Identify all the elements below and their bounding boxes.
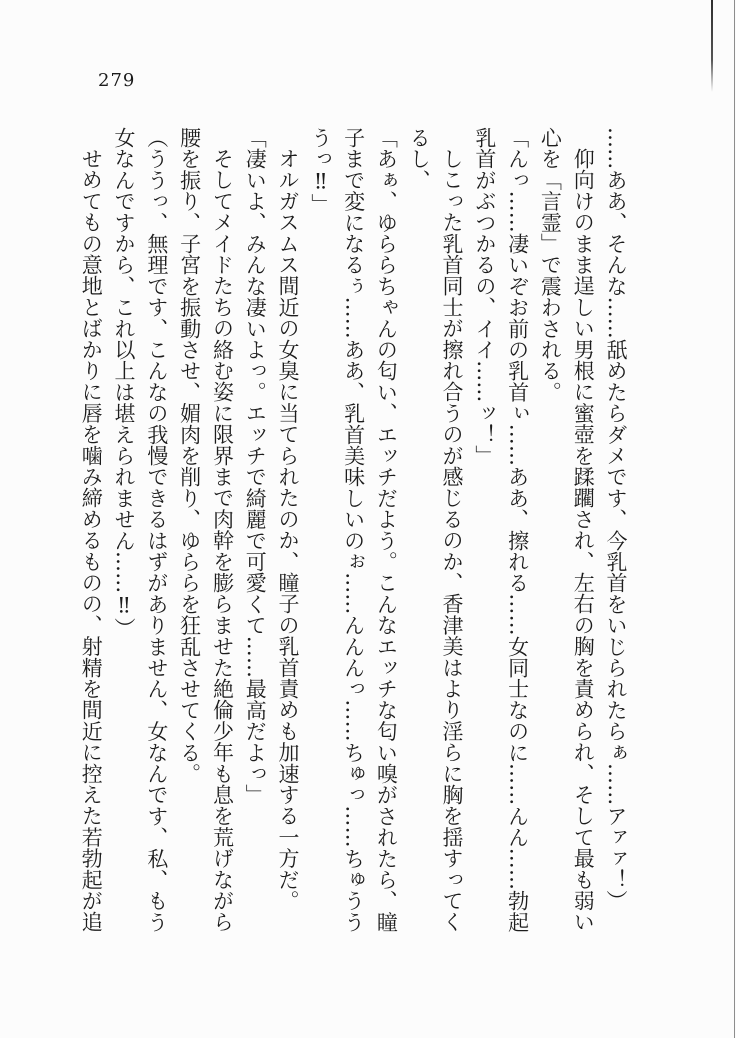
- text-column: 「あぁ、ゆららちゃんの匂い、エッチだよう。こんなエッチな匂い嗅がされたら、瞳: [374, 127, 399, 933]
- text-column: 腰を振り、子宮を振動させ、媚肉を削り、ゆららを狂乱させてくる。: [177, 127, 202, 785]
- text-column: ……ああ、そんな……舐めたらダメです、今乳首をいじられたらぁ……アァァ！）: [604, 127, 628, 912]
- text-columns: [74, 127, 632, 957]
- text-column: オルガスムス間近の女臭に当てられたのか、瞳子の乳首責めも加速する一方だ。: [276, 148, 301, 912]
- text-column: せめてもの意地とばかりに唇を噛み締めるものの、射精を間近に控えた若勃起が追: [79, 148, 104, 933]
- text-column: るし、: [407, 127, 432, 191]
- scan-artifact-line: [711, 0, 713, 92]
- text-column: （ううっ、無理です、こんなの我慢できるはずがありません、女なんです、私、もう: [144, 127, 169, 933]
- text-column: うっ‼」: [308, 127, 333, 215]
- text-column: しこった乳首同士が擦れ合うのが感じるのか、香津美はより淫らに胸を揺すってく: [440, 148, 465, 933]
- page-number: 279: [98, 70, 136, 91]
- text-column: 心を「言霊」で震わされる。: [538, 127, 563, 403]
- text-column: そしてメイドたちの絡む姿に限界まで肉幹を膨らませた絶倫少年も息を荒げながら: [210, 148, 235, 933]
- text-column: 「んっ……凄いぞお前の乳首ぃ……ああ、擦れる……女同士なのに……んん……勃起: [505, 127, 530, 933]
- text-column: 乳首がぶつかるの、イイ……ッ！」: [472, 127, 497, 467]
- text-column: 仰向けのまま逞しい男根に蜜壺を蹂躙され、左右の胸を責められ、そして最も弱い: [571, 148, 596, 933]
- text-column: 子まで変になるぅ……ああ、乳首美味しいのぉ……んんんっ……ちゅっ……ちゅうう: [341, 127, 366, 933]
- page-edge-line: [734, 0, 735, 1038]
- text-column: 女なんですから、これ以上は堪えられません……‼）: [112, 127, 137, 639]
- text-column: 「凄いよ、みんな凄いよっ。エッチで綺麗で可愛くて……最高だよっ」: [243, 127, 268, 806]
